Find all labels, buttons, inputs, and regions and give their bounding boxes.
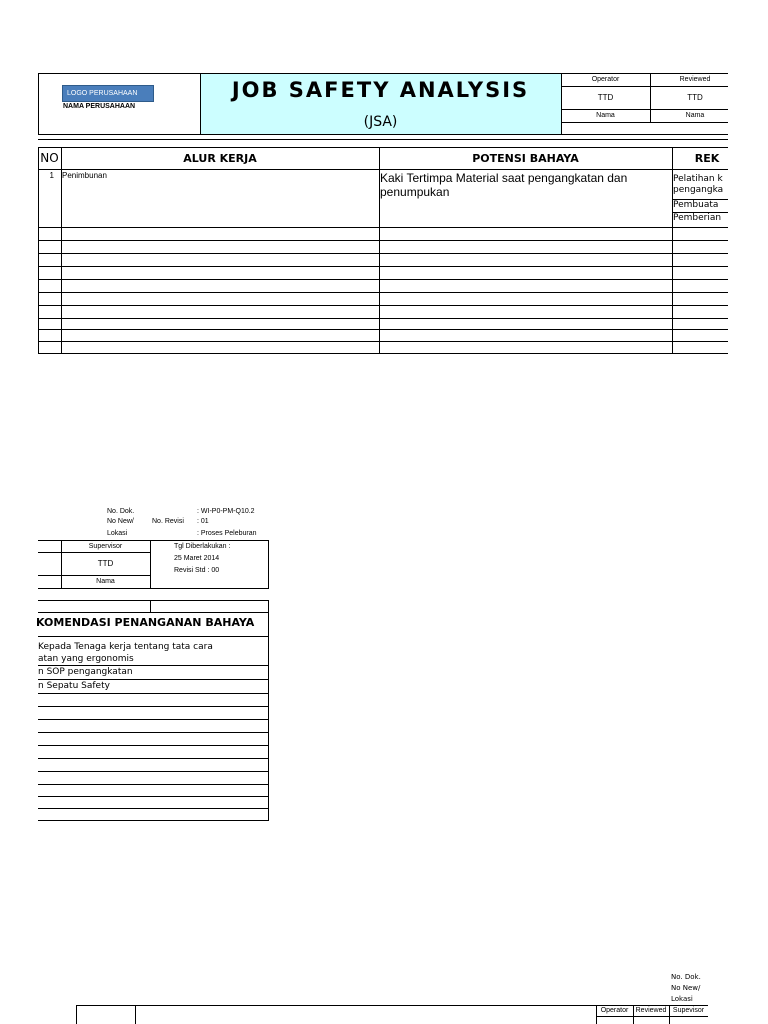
doc-new-label: No New/ xyxy=(107,518,134,525)
tgl-diberlakukan-value: 25 Maret 2014 xyxy=(174,555,220,562)
company-name: NAMA PERUSAHAAN xyxy=(63,103,136,110)
row1-no: 1 xyxy=(49,171,54,180)
rek-line-right: n Sepatu Safety xyxy=(38,681,110,691)
rek-line-right: Kepada Tenaga kerja tentang tata cara xyxy=(38,642,213,652)
row1-potensi: Kaki Tertimpa Material saat pengangkatan dan penumpukan xyxy=(380,171,628,199)
rek-line: Pembuata xyxy=(673,200,719,210)
row1-alur: Penimbunan xyxy=(62,171,107,180)
p3-lokasi: Lokasi xyxy=(671,995,693,1003)
rek-line: Pelatihan k xyxy=(673,174,723,184)
sign-operator-nama: Nama xyxy=(596,112,615,119)
tgl-diberlakukan-label: Tgl Diberlakukan : xyxy=(174,543,231,550)
doc-lokasi-value: : Proses Peleburan xyxy=(197,530,257,537)
p3-reviewed: Reviewed xyxy=(635,1007,667,1014)
rek-header-continued: KOMENDASI PENANGANAN BAHAYA xyxy=(36,616,255,629)
revisi-std: Revisi Std : 00 xyxy=(174,567,220,574)
p3-supervisor: Supevisor xyxy=(672,1007,705,1014)
logo-placeholder: LOGO PERUSAHAAN xyxy=(62,85,154,102)
doc-no-label: No. Dok. xyxy=(107,508,135,515)
rek-line-right: n SOP pengangkatan xyxy=(38,667,133,677)
rek-line: Pemberian xyxy=(673,213,722,223)
p3-no-new: No New/ xyxy=(671,984,701,992)
sign-operator-ttd: TTD xyxy=(597,93,614,102)
page-subtitle: (JSA) xyxy=(363,114,398,130)
supervisor-nama: Nama xyxy=(96,578,115,585)
doc-lokasi-label: Lokasi xyxy=(107,530,128,537)
doc-no-value: : WI-P0-PM-Q10.2 xyxy=(197,508,255,515)
page-title: JOB SAFETY ANALYSIS xyxy=(231,78,530,102)
col-potensi-header: POTENSI BAHAYA xyxy=(472,151,579,165)
row1-rek-left xyxy=(673,174,724,196)
supervisor-ttd: TTD xyxy=(97,559,114,568)
col-no-header: NO xyxy=(40,151,59,165)
p3-operator: Operator xyxy=(600,1007,629,1014)
col-alur-header: ALUR KERJA xyxy=(183,151,257,165)
rek-line-right: atan yang ergonomis xyxy=(38,654,134,664)
sign-reviewed-nama: Nama xyxy=(685,112,705,119)
rek-line: pengangka xyxy=(673,185,724,195)
sign-reviewed-ttd: TTD xyxy=(687,93,703,102)
doc-revisi-value: : 01 xyxy=(197,518,209,525)
doc-revisi-label: No. Revisi xyxy=(152,518,184,525)
supervisor-label: Supervisor xyxy=(88,542,123,550)
sign-operator-label: Operator xyxy=(591,76,620,83)
col-rek-header: REK xyxy=(694,151,720,165)
p3-no-dok: No. Dok. xyxy=(671,973,701,981)
sign-reviewed-label: Reviewed xyxy=(679,76,711,83)
